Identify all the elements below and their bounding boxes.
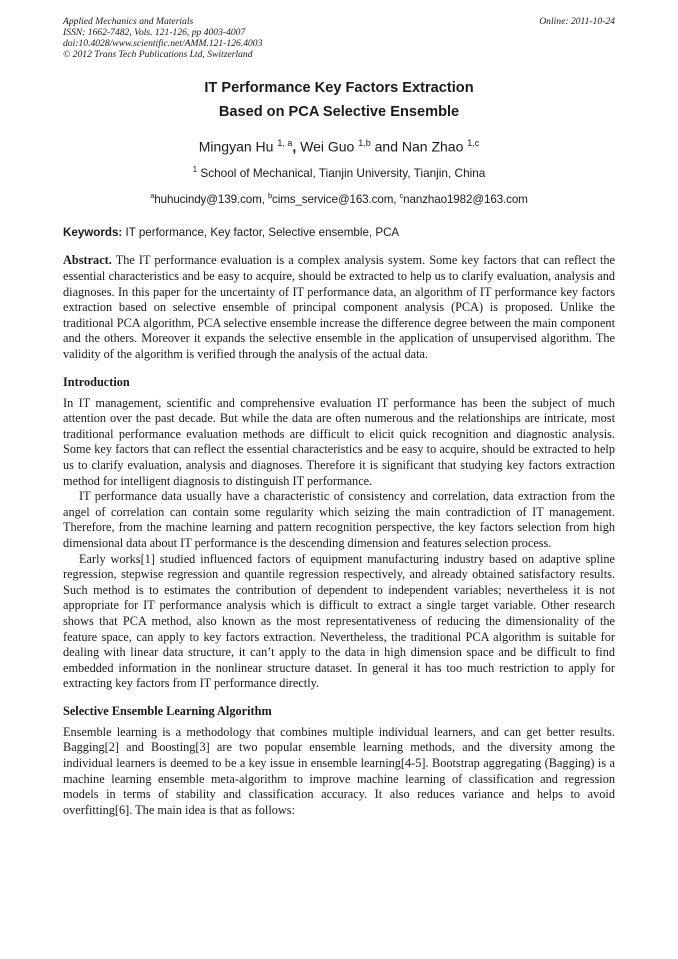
issn-line: ISSN: 1662-7482, Vols. 121-126, pp 4003-4007: [63, 27, 246, 38]
affiliation-text: School of Mechanical, Tianjin University, Tianjin, China: [200, 165, 486, 180]
author-name: Mingyan Hu: [198, 138, 274, 155]
email-separator: ,: [393, 192, 400, 206]
author-sup: 1, a: [277, 138, 293, 148]
intro-paragraph-1: In IT management, scientific and comprehensive evaluation IT performance has been the subject of much attention over the past decade. But while the data are often numerous and the relationships are intricate, most traditional performance evaluation methods are difficult to elicit quick recognition and diagnostic analysis. Some key factors that can reflect the essential characteristics and be easy to acquire, should be extracted to help us to clarify evaluation, analysis and diagnoses. Therefore it is significant that studying key factors extraction method for intelligent diagnosis to distinguish IT performance.: [63, 395, 615, 488]
abstract: [63, 253, 615, 362]
journal-header: [63, 16, 615, 60]
abstract-label: Abstract.: [63, 253, 112, 268]
copyright-line: © 2012 Trans Tech Publications Ltd, Switzerland: [63, 49, 253, 60]
email-sup: c: [399, 190, 404, 200]
intro-paragraph-2: IT performance data usually have a characteristic of consistency and correlation, data extraction from the angel of correlation can contain some regularity which seizing the main contradiction of IT management. Therefore, from the machine learning and pattern recognition perspective, the key factors selection from high dimensional data about IT performance is the descending dimension and features selection process.: [63, 489, 615, 550]
email-separator: ,: [261, 192, 268, 206]
email-list: [63, 188, 615, 207]
author-separator: and: [370, 138, 402, 155]
paper-page: [63, 16, 615, 818]
author-sup: 1,c: [467, 138, 480, 148]
email-sup: a: [150, 190, 155, 200]
title-line-2: Based on PCA Selective Ensemble: [218, 104, 460, 120]
affiliation-sup: 1: [192, 164, 198, 174]
doi-line: doi:10.4028/www.scientific.net/AMM.121-126.4003: [63, 38, 263, 49]
title-line-1: IT Performance Key Factors Extraction: [204, 80, 474, 96]
email-link[interactable]: huhucindy@139.com: [154, 192, 262, 206]
intro-paragraph-3: Early works[1] studied influenced factors of equipment manufacturing industry based on adaptive spline regression, stepwise regression and quantile regression respectively, and already obtained satisfactory results. Such method is to estimates the contribution of dependent to independent variables; nevertheless it is not appropriate for IT performance analysis which is difficult to extract a single target variable. Other research shows that PCA method, also known as the most representativeness of reducing the dimensionality of the feature space, can apply to key factors extraction. Nevertheless, the traditional PCA algorithm is suitable for dealing with linear data structure, it can’t apply to the data in high dimension space and be difficult to find embedded information in the nonlinear structure dataset. In general it has too much restriction to apply for extracting key factors from IT performance directly.: [63, 551, 615, 691]
affiliation: [63, 162, 615, 181]
author-list: [63, 134, 615, 156]
email-link[interactable]: nanzhao1982@163.com: [403, 192, 528, 206]
author-name: Wei Guo: [300, 138, 355, 155]
sela-paragraph-1: Ensemble learning is a methodology that combines multiple individual learners, and can get better results. Bagging[2] and Boosting[3] are two popular ensemble learning methods, and the diversity among the individual learners is deemed to be a key issue in ensemble learning[4-5]. Bootstrap aggregating (Bagging) is a machine learning ensemble meta-algorithm to improve machine learning of classification and regression models in terms of stability and classification accuracy. It also reduces variance and helps to avoid overfitting[6]. The main idea is that as follows:: [63, 724, 615, 817]
keywords-label: Keywords:: [63, 226, 123, 240]
journal-name: Applied Mechanics and Materials: [63, 16, 194, 27]
section-heading-introduction: Introduction: [63, 374, 130, 389]
online-date: Online: 2011-10-24: [539, 16, 615, 27]
keywords: [63, 225, 615, 240]
author-sup: 1,b: [358, 138, 371, 148]
abstract-text: The IT performance evaluation is a complex analysis system. Some key factors that can reflect the essential characteristics and be easy to acquire, should be extracted to help us to clarify evaluation, analysis and diagnoses. In this paper for the uncertainty of IT performance data, an algorithm of IT performance key factors extraction based on selective ensemble of principal component analysis (PCA) is proposed. Unlike the traditional PCA algorithm, PCA selective ensemble increase the difference degree between the main component and the others. Moreover it expands the selective ensemble in the application of unsupervised algorithm. The validity of the algorithm is verified through the analysis of the actual data.: [63, 253, 615, 361]
author-separator: ,: [292, 138, 301, 155]
section-heading-selective-ensemble: Selective Ensemble Learning Algorithm: [63, 703, 272, 718]
paper-title: [63, 76, 615, 124]
keywords-text: IT performance, Key factor, Selective ensemble, PCA: [125, 226, 400, 240]
email-sup: b: [267, 190, 273, 200]
author-name: Nan Zhao: [401, 138, 464, 155]
email-link[interactable]: cims_service@163.com: [272, 192, 394, 206]
